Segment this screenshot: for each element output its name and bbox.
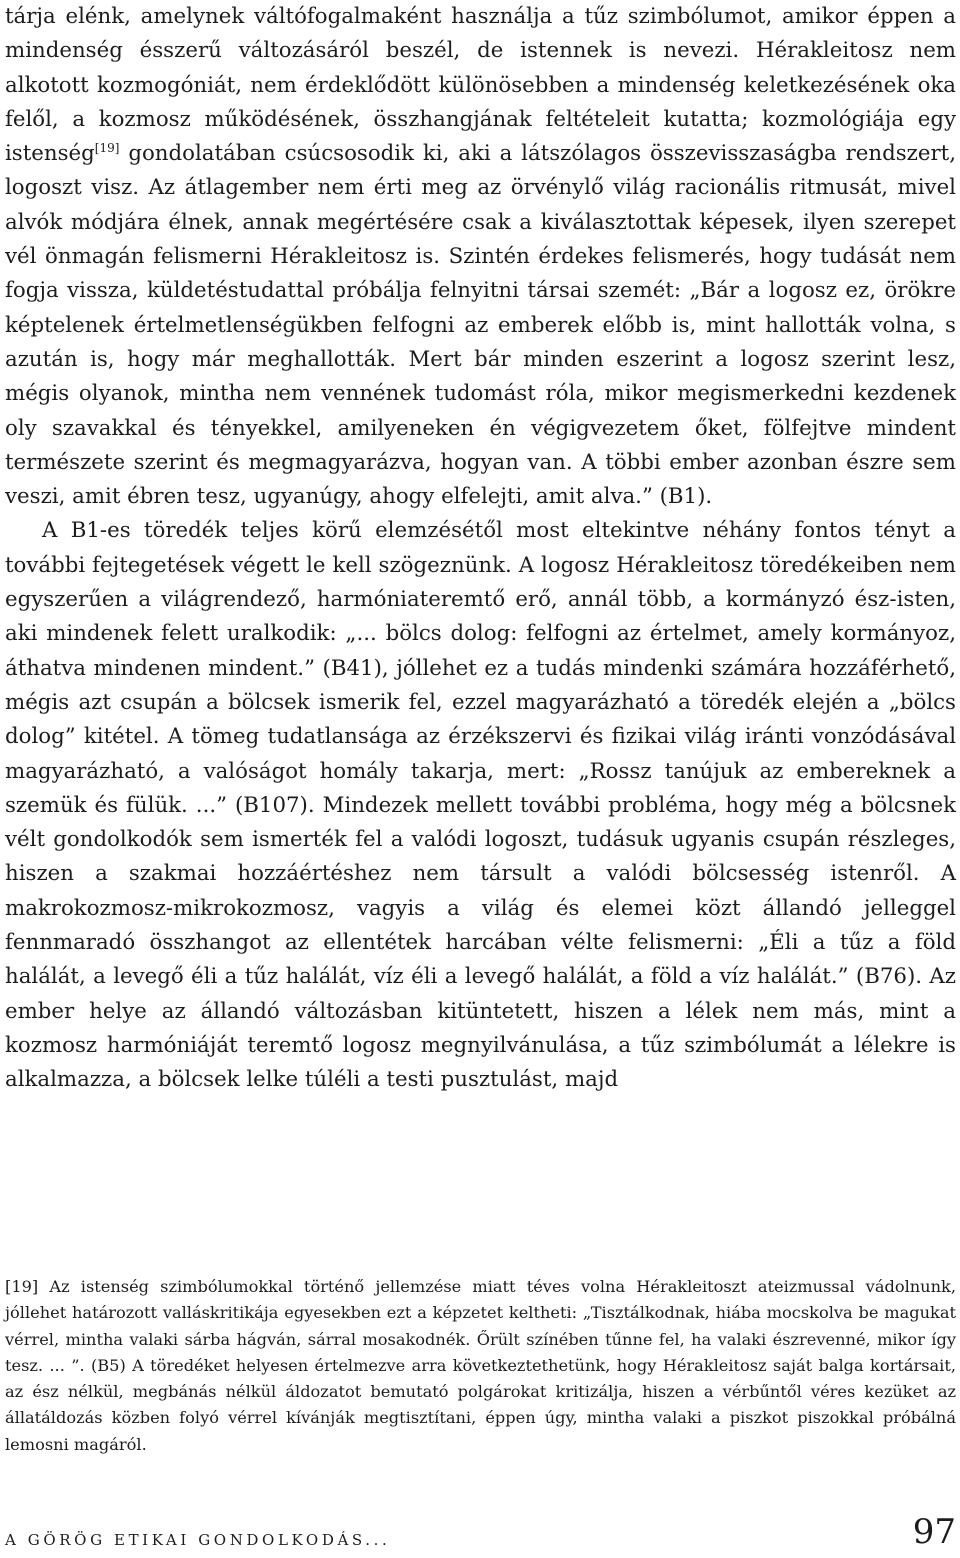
footnote-reference-19[interactable]: [19] xyxy=(94,141,120,156)
page-footer xyxy=(5,1512,956,1558)
page-number: 97 xyxy=(912,1512,956,1552)
paragraph-1 xyxy=(5,0,956,514)
paragraph-1-text-before-ref: tárja elénk, amelynek váltófogalmaként használja a tűz szimbólumot, amikor éppen a mindenség ésszerű változásáról beszél, de istennek is nevezi. Hérakleitosz nem alkotott kozmogóniát, nem érdeklődött különösebben a mindenség keletkezésének oka felől, a kozmosz működésének, összhangjának feltételeit kutatta; kozmológiája egy istenség xyxy=(5,4,956,167)
running-head: A GÖRÖG ETIKAI GONDOLKODÁS... xyxy=(5,1531,391,1549)
footnote-19: [19] Az istenség szimbólumokkal történő jellemzése miatt téves volna Hérakleitoszt ateizmussal vádolnunk, jóllehet határozott valláskritikája egyesekben ezt a képzetet keltheti: „Tisztálkodnak, hiába mocskolva be magukat vérrel, mintha valaki sárba hágván, sárral mosakodnék. Őrült színében tűnne fel, ha valaki észrevenné, mikor így tesz. ... ”. (B5) A töredéket helyesen értelmezve arra következtethetünk, hogy Hérakleitosz saját balga kortársait, az ész nélkül, megbánás nélkül áldozatot bemutató polgárokat kritizálja, hiszen a vérbűntől véres kezüket az állatáldozás közben folyó vérrel kívánják megtisztítani, éppen úgy, mintha valaki a piszkot piszokkal próbálná lemosni magáról. xyxy=(5,1277,956,1454)
main-text xyxy=(5,0,956,1098)
paragraph-2: A B1-es töredék teljes körű elemzésétől most eltekintve néhány fontos tényt a további fejtegetések végett le kell szögeznünk. A logosz Hérakleitosz töredékeiben nem egyszerűen a világrendező, harmóniateremtő erő, annál több, a kormányzó ész-isten, aki mindenek felett uralkodik: „... bölcs dolog: felfogni az értelmet, amely kormányoz, áthatva mindenen mindent.” (B41), jóllehet ez a tudás mindenki számára hozzáférhető, mégis azt csupán a bölcsek ismerik fel, ezzel magyarázható a töredék elején a „bölcs dolog” kitétel. A tömeg tudatlansága az érzékszervi és fizikai világ iránti vonzódásával magyarázható, a valóságot homály takarja, mert: „Rossz tanújuk az embereknek a szemük és fülük. ...” (B107). Mindezek mellett további probléma, hogy még a bölcsnek vélt gondolkodók sem ismerték fel a valódi logoszt, tudásuk ugyanis csupán részleges, hiszen a szakmai hozzáértéshez nem társult a valódi bölcsesség istenről. A makrokozmosz-mikrokozmosz, vagyis a világ és elemei közt állandó jelleggel fennmaradó összhangot az ellentétek harcában vélte felismerni: „Éli a tűz a föld halálát, a levegő éli a tűz halálát, víz éli a levegő halálát, a föld a víz halálát.” (B76). Az ember helye az állandó változásban kitüntetett, hiszen a lélek nem más, mint a kozmosz harmóniáját teremtő logosz megnyilvánulása, a tűz szimbólumát a lélekre is alkalmazza, a bölcsek lelke túléli a testi pusztulást, majd xyxy=(5,518,956,1093)
paragraph-1-text-after-ref: gondolatában csúcsosodik ki, aki a látszólagos összevisszaságba rendszert, logoszt visz. Az átlagember nem érti meg az örvénylő világ racionális ritmusát, mivel alvók módjára élnek, annak megértésére csak a kiválasztottak képesek, ilyen szerepet vél önmagán felismerni Hérakleitosz is. Szintén érdekes felismerés, hogy tudását nem fogja vissza, küldetéstudattal próbálja felnyitni társai szemét: „Bár a logosz ez, örökre képtelenek értelmetlenségükben felfogni az emberek előbb is, mint hallották volna, s azután is, hogy már meghallották. Mert bár minden eszerint a logosz szerint lesz, mégis olyanok, mintha nem vennének tudomást róla, mikor megismerkedni kezdenek oly szavakkal és tényekkel, amilyeneken én végigvezetem őket, fölfejtve mindent természete szerint és megmagyarázva, hogyan van. A többi ember azonban észre sem veszi, amit ébren tesz, ugyanúgy, ahogy elfelejti, amit alva.” (B1). xyxy=(5,141,956,510)
